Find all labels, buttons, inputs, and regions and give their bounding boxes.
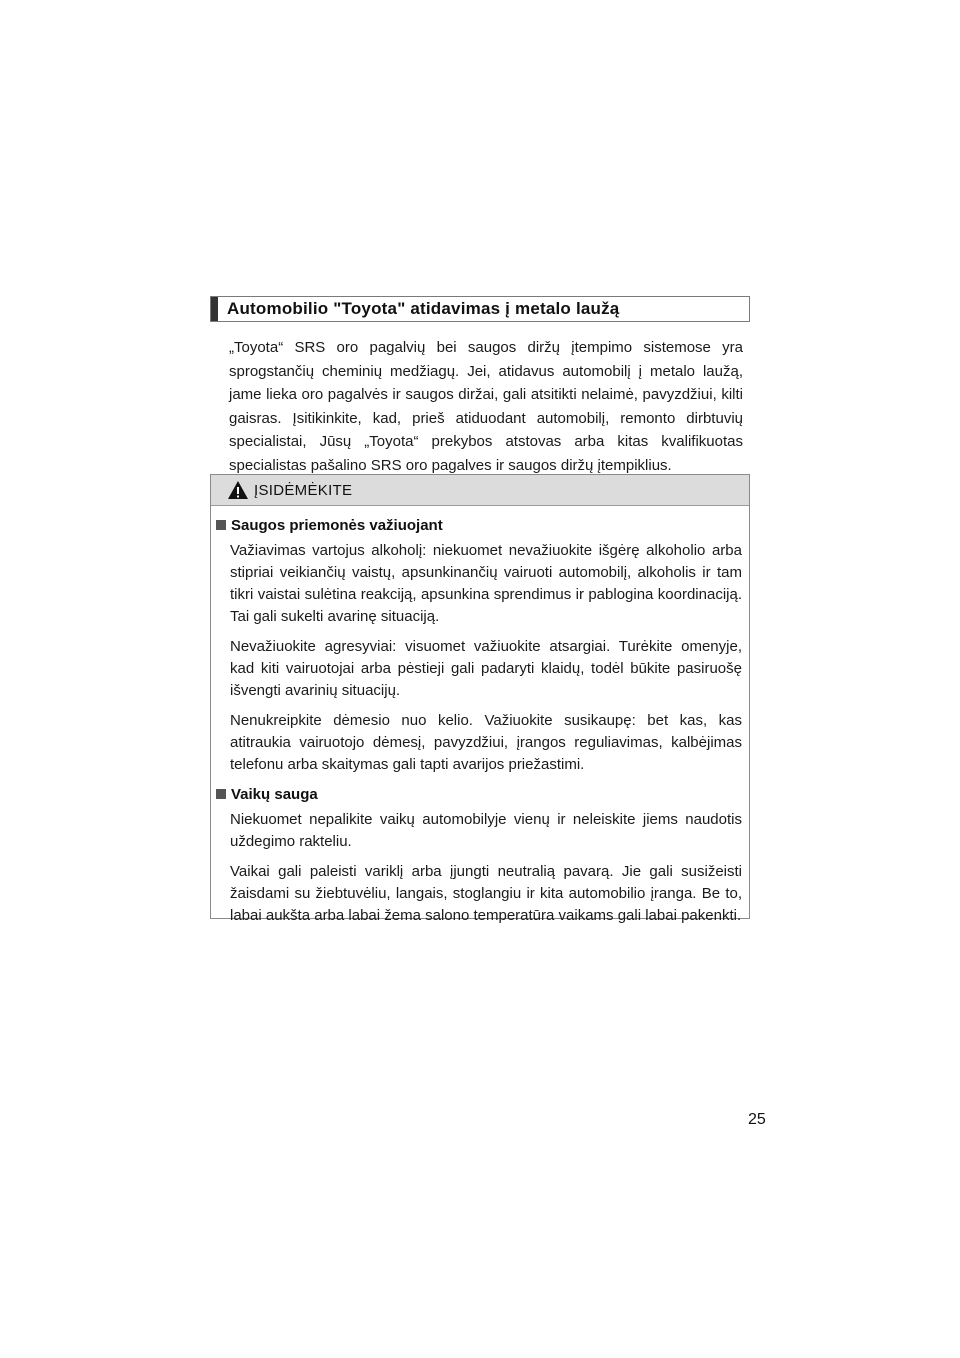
caution-title: ĮSIDĖMĖKITE	[254, 481, 353, 499]
caution-box	[210, 474, 750, 924]
section-header	[210, 296, 750, 322]
square-bullet-icon	[216, 520, 226, 530]
caution-subheading	[216, 515, 742, 535]
subheading-text: Saugos priemonės važiuojant	[231, 516, 443, 534]
subheading-text: Vaikų sauga	[231, 785, 318, 803]
caution-paragraph: Nenukreipkite dėmesio nuo kelio. Važiuokite susikaupę: bet kas, kas atitraukia vairuotojo dėmesį, pavyzdžiui, įrangos reguliavimas, kalbėjimas telefonu arba skaitymas gali tapti avarijos priežastimi.	[230, 712, 742, 773]
square-bullet-icon	[216, 789, 226, 799]
intro-paragraph: „Toyota“ SRS oro pagalvių bei saugos diržų įtempimo sistemose yra sprogstančių cheminių medžiagų. Jei, atidavus automobilį į metalo laužą, jame lieka oro pagalvės ir saugos diržai, gali atsitikti nelaimė, pavyzdžiui, kilti gaisras. Įsitikinkite, kad, prieš atiduodant automobilį, remonto dirbtuvių specialistai, Jūsų „Toyota“ prekybos atstovas arba kitas kvalifikuotas specialistas pašalino SRS oro pagalves ir saugos diržų įtempiklius.	[229, 339, 743, 474]
warning-triangle-icon	[227, 480, 249, 500]
caution-body	[211, 506, 749, 927]
caution-paragraph: Nevažiuokite agresyviai: visuomet važiuokite atsargiai. Turėkite omenyje, kad kiti vairuotojai arba pėstieji gali padaryti klaidų, todėl būkite pasiruošę išvengti avarinių situacijų.	[230, 638, 742, 699]
caution-header	[211, 475, 749, 506]
page-number: 25	[748, 1111, 766, 1128]
section-title: Automobilio "Toyota" atidavimas į metalo laužą	[227, 299, 620, 318]
caution-subheading	[216, 784, 742, 804]
caution-paragraph: Važiavimas vartojus alkoholį: niekuomet nevažiuokite išgėrę alkoholio arba stipriai veikiančių vaistų, apsunkinančių vairuoti automobilį, alkoholis ir tam tikri vaistai sulėtina reakciją, apsunkina sprendimus ir pablogina koordinaciją. Tai gali sukelti avarinę situaciją.	[230, 542, 742, 625]
section-header-bar	[211, 297, 218, 321]
caution-paragraph: Niekuomet nepalikite vaikų automobilyje vienų ir neleiskite jiems naudotis uždegimo rakteliu.	[230, 811, 742, 850]
caution-paragraph: Vaikai gali paleisti variklį arba įjungti neutralią pavarą. Jie gali susižeisti žaisdami su žiebtuvėliu, langais, stoglangiu ir kita automobilio įranga. Be to, labai aukšta arba labai žema salono temperatūra vaikams gali labai pakenkti.	[230, 863, 742, 924]
